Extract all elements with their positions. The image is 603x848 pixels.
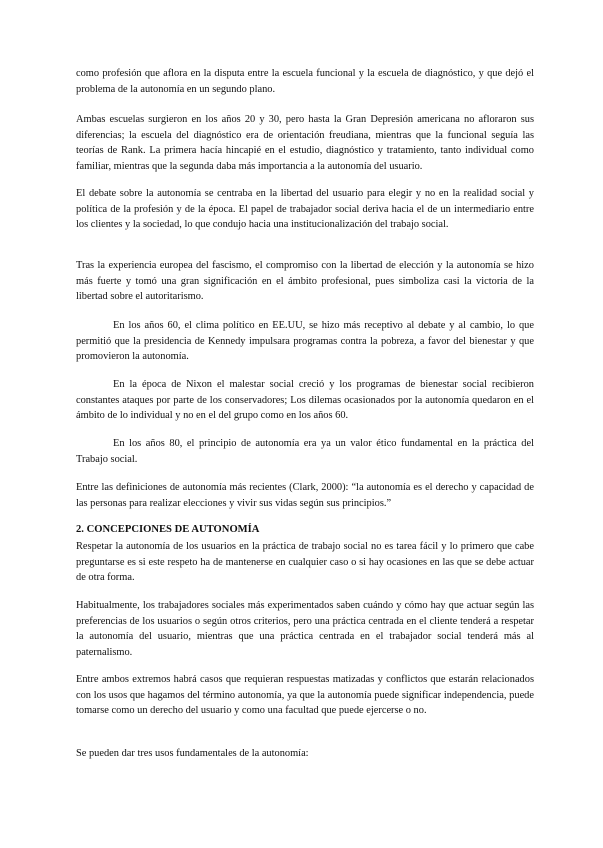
paragraph-8: Entre las definiciones de autonomía más recientes (Clark, 2000): “la autonomía es el derecho y capacidad de las personas para realizar elecciones y vivir sus vidas según sus principios.” [76,482,534,509]
paragraph-12: Se pueden dar tres usos fundamentales de la autonomía: [76,748,309,759]
paragraph-6: En la época de Nixon el malestar social creció y los programas de bienestar social recibieron constantes ataques por parte de los conservadores; Los dilemas ocasionados por la autonomía quedaron en el ámbito de lo individual y no en el del grupo como en los años 60. [76,379,534,422]
paragraph-9: Respetar la autonomía de los usuarios en la práctica de trabajo social no es tarea fácil y lo primero que cabe preguntarse es si este respeto ha de mantenerse en cualquier caso o si hay ocasiones en las que se debe actuar de otra forma. [76,541,534,584]
paragraph-7: En los años 80, el principio de autonomía era ya un valor ético fundamental en la práctica del Trabajo social. [76,438,534,465]
section-heading: 2. CONCEPCIONES DE AUTONOMÍA [76,524,260,535]
paragraph-10: Habitualmente, los trabajadores sociales más experimentados saben cuándo y cómo hay que actuar según las preferencias de los usuarios o según otros criterios, pero una práctica centrada en el cliente tenderá a respetar la autonomía del usuario, mientras que una práctica centrada en el trabajador social tenderá más al paternalismo. [76,600,534,658]
paragraph-3: El debate sobre la autonomía se centraba en la libertad del usuario para elegir y no en la realidad social y política de la profesión y de la época. El papel de trabajador social deriva hacia el de un intermediario entre los clientes y la sociedad, lo que condujo hacia una institucionalización del trabajo social. [76,188,534,231]
paragraph-11: Entre ambos extremos habrá casos que requieran respuestas matizadas y conflictos que estarán relacionados con los usos que hagamos del término autonomía, ya que la autonomía puede significar independencia, puede tomarse como un derecho del usuario y como una facultad que puede ejercerse o no. [76,674,534,717]
paragraph-1: como profesión que aflora en la disputa entre la escuela funcional y la escuela de diagnóstico, y que dejó el problema de la autonomía en un segundo plano. [76,68,534,95]
paragraph-5: En los años 60, el clima político en EE.UU, se hizo más receptivo al debate y al cambio, lo que permitió que la presidencia de Kennedy impulsara programas contra la pobreza, a favor del bienestar y que promovieron la autonomía. [76,320,534,363]
paragraph-4: Tras la experiencia europea del fascismo, el compromiso con la libertad de elección y la autonomía se hizo más fuerte y tomó una gran significación en el ámbito profesional, pues simboliza casi la victoria de la libertad sobre el autoritarismo. [76,260,534,303]
paragraph-2: Ambas escuelas surgieron en los años 20 y 30, pero hasta la Gran Depresión americana no afloraron sus diferencias; la escuela del diagnóstico era de orientación freudiana, mientras que la funcional seguía las teorías de Rank. La primera hacía hincapié en el estudio, diagnóstico y tratamiento, tanto individual como familiar, mientras que la segunda daba más importancia a la autonomía del usuario. [76,114,534,172]
